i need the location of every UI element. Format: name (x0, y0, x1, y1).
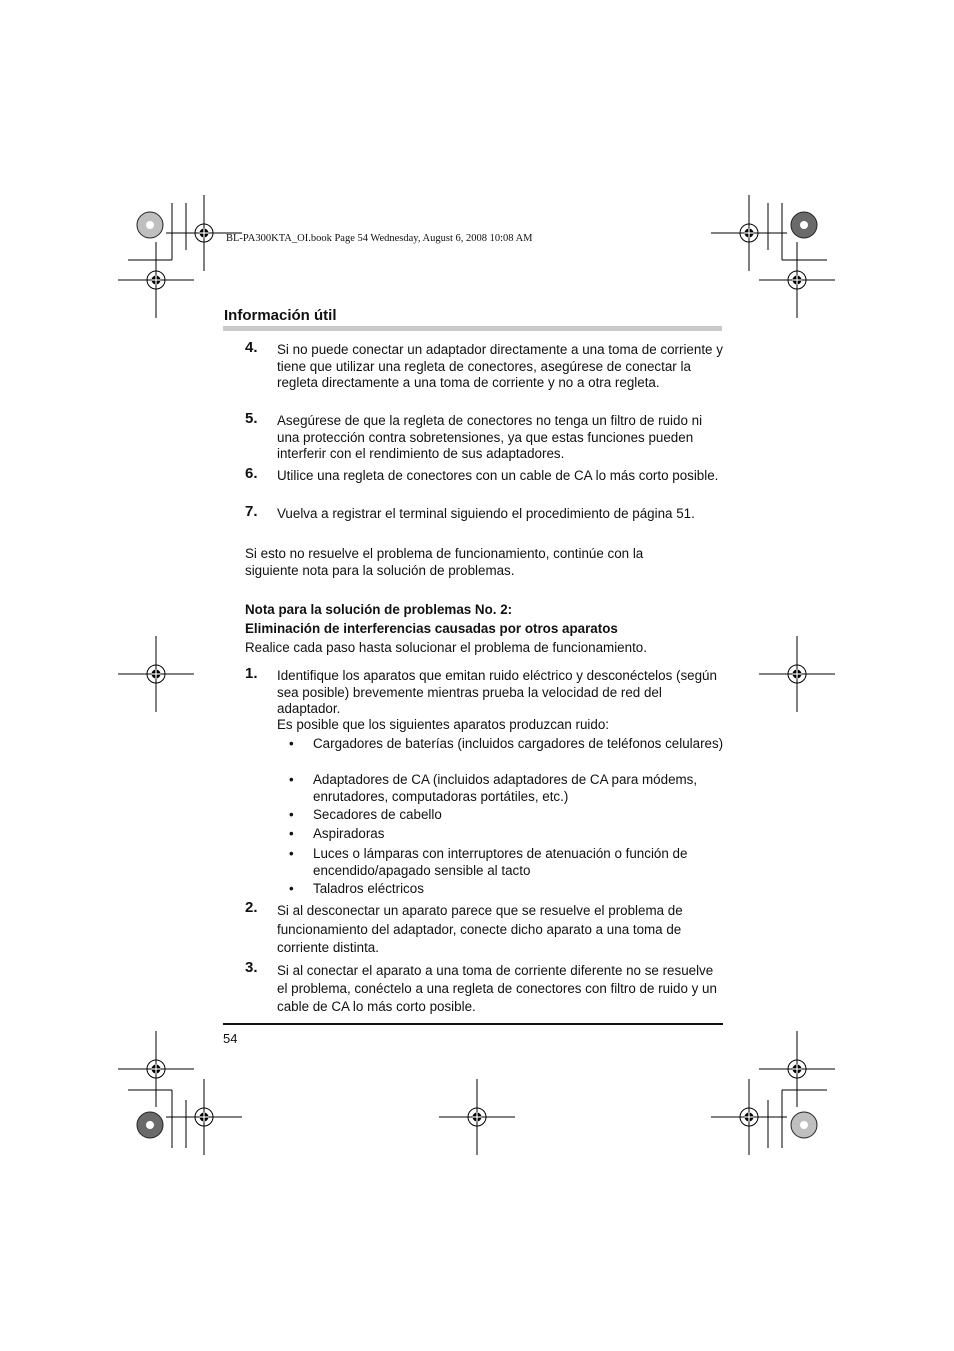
note-subheading: Eliminación de interferencias causadas por otros aparatos (245, 621, 618, 636)
registration-crosshair-icon (759, 636, 835, 712)
step-text: Asegúrese de que la regleta de conectores no tenga un filtro de ruido ni una protección contra sobretensiones, ya que estas funciones pueden interferir con el rendimiento de sus adaptadores. (277, 413, 703, 461)
registration-crosshair-icon (439, 1079, 515, 1155)
starburst-mark-icon (137, 212, 163, 238)
bullet-icon: • (289, 772, 294, 787)
step-text: Identifique los aparatos que emitan ruido eléctrico y desconéctelos (según sea posible) brevemente mientras prueba la velocidad de red del adaptador. (277, 668, 717, 716)
step-number: 7. (245, 503, 258, 520)
page-number: 54 (223, 1031, 238, 1046)
step-text: Utilice una regleta de conectores con un cable de CA lo más corto posible. (277, 468, 719, 483)
step-text: Si no puede conectar un adaptador directamente a una toma de corriente y tiene que utilizar una regleta de conectores, asegúrese de conectar la regleta directamente a una toma de corriente y no a otra regleta. (277, 342, 723, 390)
bullet-icon: • (289, 736, 294, 751)
list-item: Taladros eléctricos (313, 881, 424, 896)
starburst-mark-icon (791, 212, 817, 238)
list-item: Secadores de cabello (313, 807, 442, 822)
step-number: 4. (245, 339, 258, 356)
bullet-icon: • (289, 807, 294, 822)
step-text: Si al conectar el aparato a una toma de corriente diferente no se resuelve el problema, conéctelo a una regleta de conectores con filtro de ruido y un cable de CA lo más corto posible. (277, 963, 717, 1014)
list-item: Adaptadores de CA (incluidos adaptadores de CA para módems, enrutadores, computadoras portátiles, etc.) (313, 772, 698, 804)
step-number: 6. (245, 465, 258, 482)
bullet-icon: • (289, 826, 294, 841)
note-heading: Nota para la solución de problemas No. 2: (245, 602, 513, 617)
registration-crosshair-icon (118, 1031, 194, 1107)
registration-crosshair-icon (166, 1079, 242, 1155)
step-text: Si al desconectar un aparato parece que se resuelve el problema de funcionamiento del adaptador, conecte dicho aparato a una toma de corriente distinta. (277, 903, 683, 955)
step-number: 5. (245, 410, 258, 427)
list-item: Cargadores de baterías (incluidos cargadores de teléfonos celulares) (313, 736, 724, 751)
step-number: 3. (245, 959, 258, 976)
registration-crosshair-icon (118, 242, 194, 318)
registration-crosshair-icon (711, 1079, 787, 1155)
registration-crosshair-icon (711, 195, 787, 271)
step-subtext: Es posible que los siguientes aparatos produzcan ruido: (277, 717, 610, 732)
starburst-mark-icon (137, 1112, 163, 1138)
step-number: 2. (245, 899, 258, 916)
registration-crosshair-icon (759, 242, 835, 318)
note-intro: Realice cada paso hasta solucionar el problema de funcionamiento. (245, 640, 647, 655)
bullet-icon: • (289, 881, 294, 896)
list-item: Aspiradoras (313, 826, 385, 841)
bullet-icon: • (289, 846, 294, 861)
registration-crosshair-icon (759, 1031, 835, 1107)
section-title: Información útil (224, 307, 337, 324)
transition-paragraph: Si esto no resuelve el problema de funcionamiento, continúe con la siguiente nota para la solución de problemas. (245, 546, 644, 578)
registration-crosshair-icon (118, 636, 194, 712)
list-item: Luces o lámparas con interruptores de atenuación o función de encendido/apagado sensible al tacto (313, 846, 688, 878)
step-number: 1. (245, 665, 258, 682)
step-text: Vuelva a registrar el terminal siguiendo el procedimiento de página 51. (277, 506, 695, 521)
starburst-mark-icon (791, 1112, 817, 1138)
footer-rule (223, 1023, 723, 1025)
section-title-rule (223, 326, 722, 331)
print-header-info: BL-PA300KTA_OI.book Page 54 Wednesday, August 6, 2008 10:08 AM (226, 233, 533, 244)
